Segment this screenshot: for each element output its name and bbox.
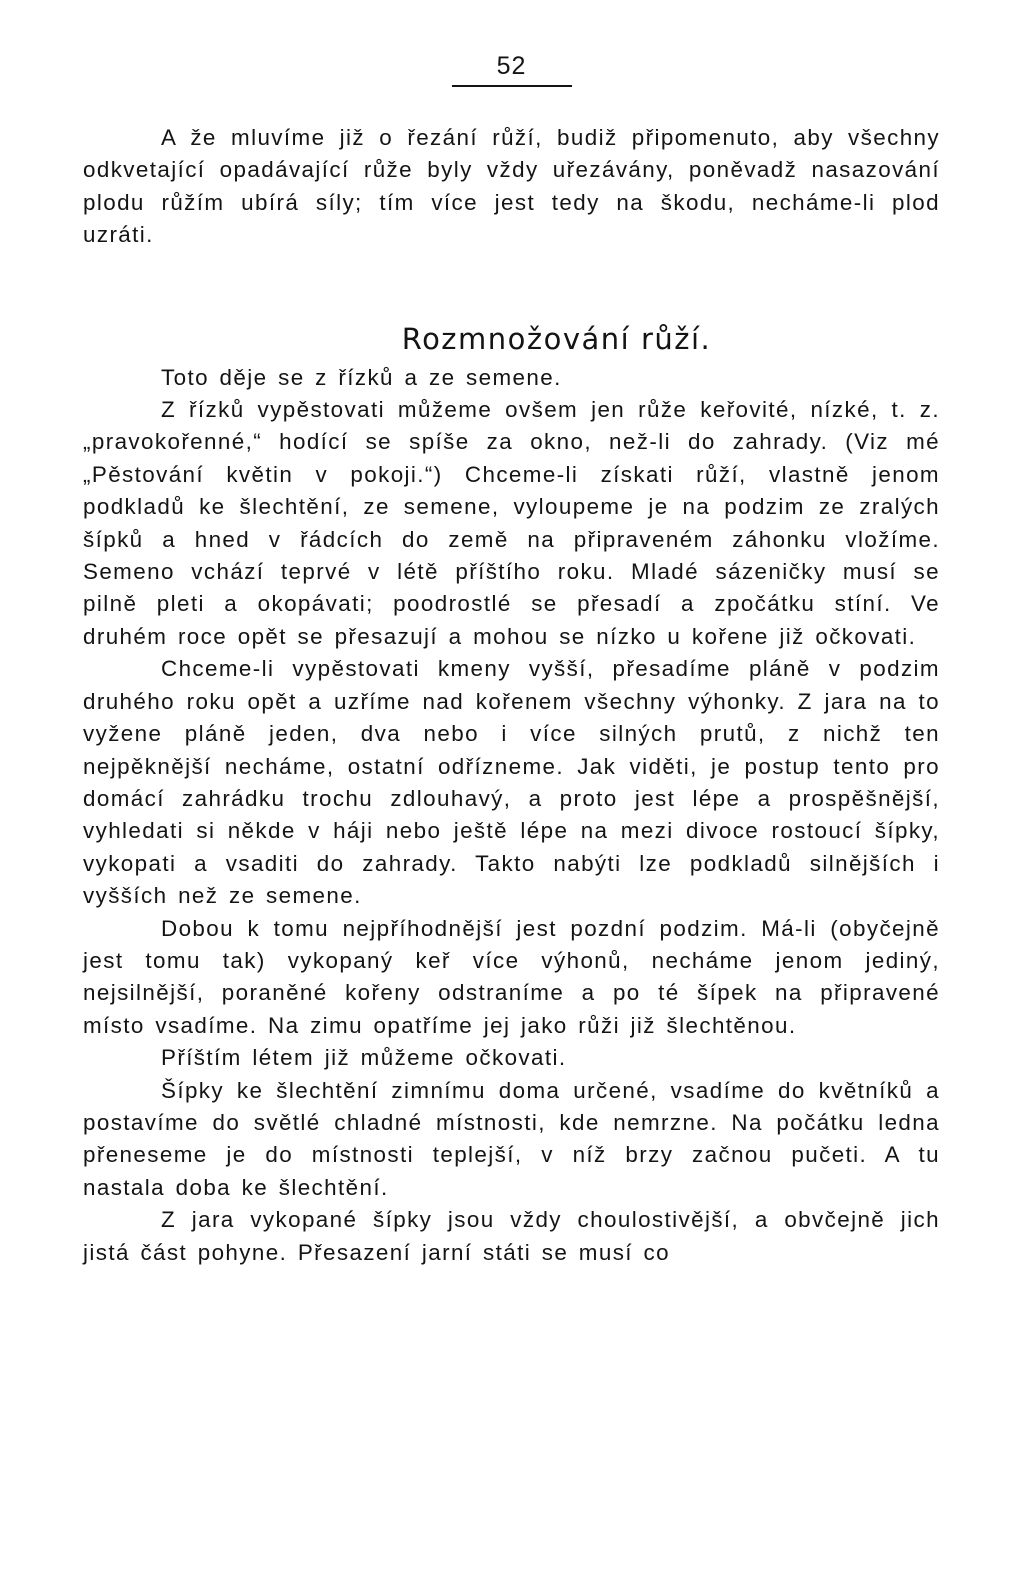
paragraph-6: Příštím létem již můžeme očkovati. bbox=[161, 1045, 567, 1071]
paragraph-1: A že mluvíme již o řezání růží, budiž připomenuto, aby všechny odkvetající opadávající růže byly vždy uřezávány, poněvadž nasazování plodu růžím ubírá síly; tím více jest tedy na škodu, necháme-li plod uzráti. bbox=[83, 125, 940, 248]
paragraph-2: Toto děje se z řízků a ze semene. bbox=[161, 364, 562, 390]
page-number: 52 bbox=[496, 52, 527, 80]
paragraph-3: Z řízků vypěstovati můžeme ovšem jen růže keřovité, nízké, t. z. „pravokořenné,“ hodící se spíše za okno, než-li do zahrady. (Viz mé „Pěstování květin v pokoji.“) Chceme-li získati růží, vlastně jenom podkladů ke šlechtění, ze semene, vyloupeme je na podzim ze zralých šípků a hned v řádcích do země na připraveném záhonku vložíme. Semeno vchází teprvé v létě příštího roku. Mladé sázeničky musí se pilně pleti a okopávati; poodrostlé se přesadí a zpočátku stíní. Ve druhém roce opět se přesazují a mohou se nízko u kořene již očkovati. bbox=[83, 397, 940, 649]
paragraph-7: Šípky ke šlechtění zimnímu doma určené, vsadíme do květníků a postavíme do světlé chladné místnosti, kde nemrzne. Na počátku ledna přeneseme je do místnosti teplejší, v níž brzy začnou pučeti. A tu nastala doba ke šlechtění. bbox=[83, 1077, 940, 1200]
book-page bbox=[83, 52, 940, 1269]
paragraph-5: Dobou k tomu nejpříhodnější jest pozdní podzim. Má-li (obyčejně jest tomu tak) vykopaný keř více výhonů, necháme jenom jediný, nejsilnější, poraněné kořeny odstraníme a po té šípek na připravené místo vsadíme. Na zimu opatříme jej jako růži již šlechtěnou. bbox=[83, 915, 940, 1038]
section-heading: Rozmnožování růží. bbox=[401, 321, 712, 356]
page-number-rule bbox=[452, 85, 572, 87]
paragraph-4: Chceme-li vypěstovati kmeny vyšší, přesadíme pláně v podzim druhého roku opět a uzříme nad kořenem všechny výhonky. Z jara na to vyžene pláně jeden, dva nebo i více silných prutů, z nichž ten nejpěknější necháme, ostatní odřízneme. Jak viděti, je postup tento pro domácí zahrádku trochu zdlouhavý, a proto jest lépe a prospěšnější, vyhledati si někde v háji nebo ještě lépe na mezi divoce rostoucí šípky, vykopati a vsaditi do zahrady. Takto nabýti lze podkladů silnějších i vyšších než ze semene. bbox=[83, 656, 940, 909]
paragraph-8: Z jara vykopané šípky jsou vždy choulostivější, a obvčejně jich jistá část pohyne. Přesazení jarní státi se musí co bbox=[83, 1207, 940, 1265]
